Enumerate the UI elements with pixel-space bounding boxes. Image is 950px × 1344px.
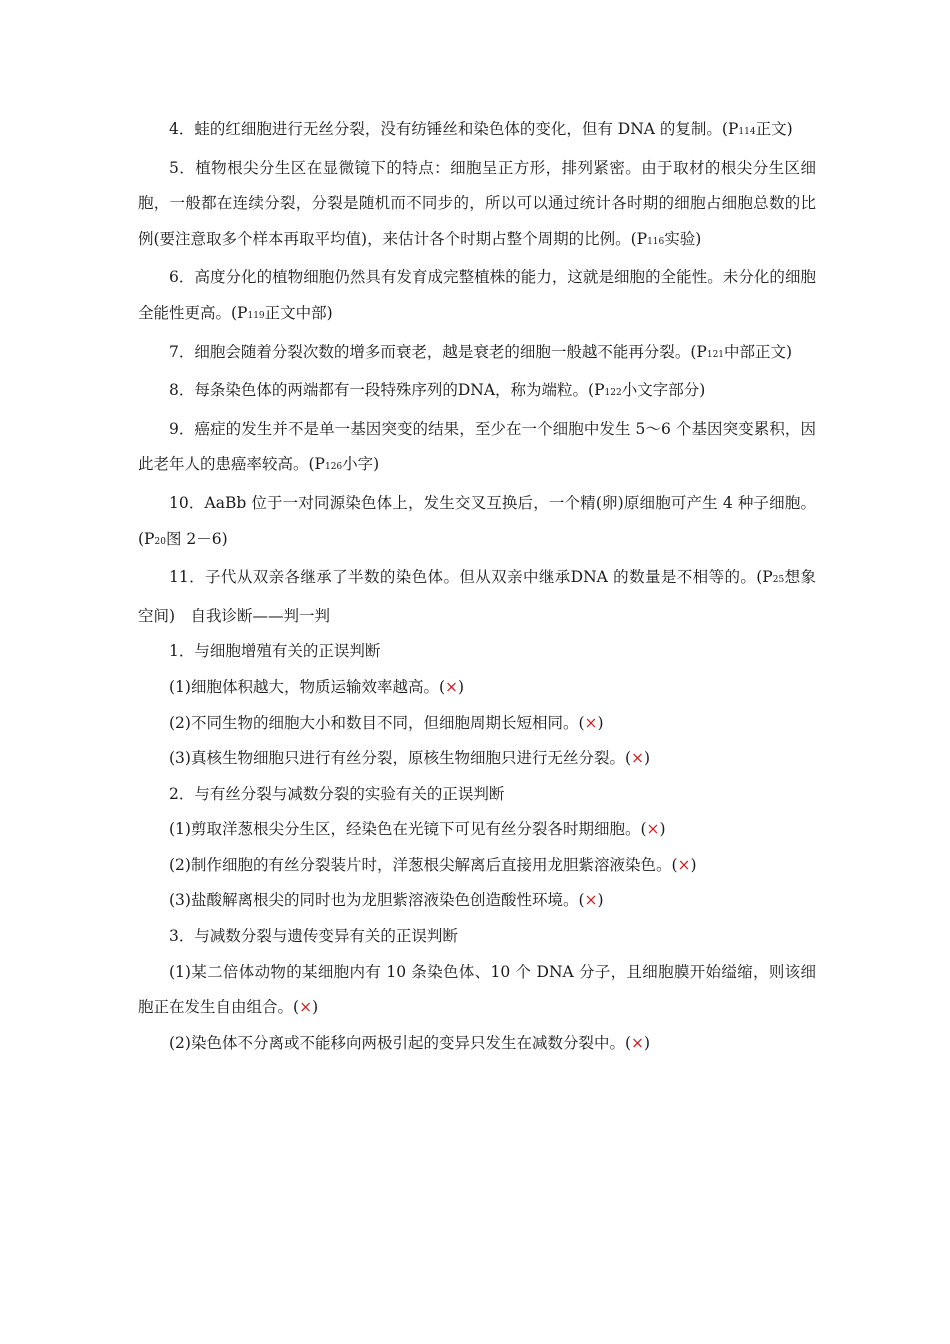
paragraph-text: 1．与细胞增殖有关的正误判断 bbox=[169, 642, 381, 661]
paragraph-text: 8．每条染色体的两端都有一段特殊序列的DNA，称为端粒。(P bbox=[169, 381, 605, 400]
paragraph bbox=[138, 777, 816, 813]
paragraph bbox=[138, 486, 816, 560]
page-reference-subscript: 119 bbox=[247, 310, 265, 321]
paragraph bbox=[138, 335, 816, 374]
paragraph-text: (2)不同生物的细胞大小和数目不同，但细胞周期长短相同。( bbox=[169, 713, 585, 732]
paragraph-text: 2．与有丝分裂与减数分裂的实验有关的正误判断 bbox=[169, 784, 505, 803]
wrong-mark-icon: × bbox=[631, 749, 645, 768]
paragraph-text: (1)剪取洋葱根尖分生区，经染色在光镜下可见有丝分裂各时期细胞。( bbox=[169, 820, 647, 839]
paragraph: (3)真核生物细胞只进行有丝分裂，原核生物细胞只进行无丝分裂。(×) bbox=[169, 749, 651, 768]
paragraph-text: 9．癌症的发生并不是单一基因突变的结果，至少在一个细胞中发生 5～6 个基因突变累积，因此老年人的患癌率较高。(P bbox=[138, 419, 816, 474]
paragraph-text: (3)真核生物细胞只进行有丝分裂，原核生物细胞只进行无丝分裂。( bbox=[169, 749, 632, 768]
paragraph-text: (3)盐酸解离根尖的同时也为龙胆紫溶液染色创造酸性环境。( bbox=[169, 891, 585, 910]
wrong-mark-icon: × bbox=[299, 998, 313, 1017]
paragraph-text: (1)细胞体积越大，物质运输效率越高。( bbox=[169, 677, 446, 696]
paragraph: (2)染色体不分离或不能移向两极引起的变异只发生在减数分裂中。(×) bbox=[169, 1033, 651, 1052]
wrong-mark-icon: × bbox=[584, 713, 598, 732]
page-reference-subscript: 114 bbox=[738, 127, 756, 137]
page-reference-subscript: 126 bbox=[324, 462, 343, 473]
paragraph: (1)细胞体积越大，物质运输效率越高。(×) bbox=[169, 677, 465, 696]
page-reference-subscript: 122 bbox=[604, 388, 622, 399]
paragraph bbox=[138, 919, 816, 955]
paragraph-tail-text: 实验) bbox=[664, 229, 702, 248]
paragraph: (2)制作细胞的有丝分裂装片时，洋葱根尖解离后直接用龙胆紫溶液染色。(×) bbox=[169, 855, 697, 874]
paragraph-tail-text: 正文) bbox=[755, 120, 793, 138]
paragraph-text: 11．子代从双亲各继承了半数的染色体。但从双亲中继承DNA 的数量是不相等的。(P bbox=[169, 568, 773, 587]
paragraph: (3)盐酸解离根尖的同时也为龙胆紫溶液染色创造酸性环境。(×) bbox=[169, 891, 604, 910]
wrong-mark-icon: × bbox=[445, 677, 459, 696]
wrong-mark-icon: × bbox=[584, 891, 598, 910]
paragraph-text: (2)制作细胞的有丝分裂装片时，洋葱根尖解离后直接用龙胆紫溶液染色。( bbox=[169, 855, 678, 874]
paragraph bbox=[138, 412, 816, 486]
paragraph: (1)剪取洋葱根尖分生区，经染色在光镜下可见有丝分裂各时期细胞。(×) bbox=[169, 820, 666, 839]
wrong-mark-icon: × bbox=[677, 855, 691, 874]
paragraph-tail-text: 小文字部分) bbox=[621, 381, 706, 400]
paragraph-tail-text: 小字) bbox=[342, 455, 380, 474]
paragraph-text: 10．AaBb 位于一对同源染色体上，发生交叉互换后，一个精(卵)原细胞可产生 4 种子细胞。(P bbox=[138, 493, 816, 548]
paragraph-text: 4．蛙的红细胞进行无丝分裂，没有纺锤丝和染色体的变化，但有 DNA 的复制。(P bbox=[169, 120, 739, 138]
paragraph-tail-text: 中部正文) bbox=[724, 342, 793, 361]
paragraph: (1)某二倍体动物的某细胞内有 10 条染色体、10 个 DNA 分子，且细胞膜开始缢缩，则该细胞正在发生自由组合。(×) bbox=[138, 962, 816, 1017]
page-reference-subscript: 20 bbox=[154, 536, 166, 547]
wrong-mark-icon: × bbox=[646, 820, 660, 839]
paragraph-tail-text: 正文中部) bbox=[264, 303, 333, 322]
paragraph bbox=[138, 112, 816, 151]
document-page bbox=[138, 112, 816, 1061]
paragraph bbox=[138, 260, 816, 334]
page-reference-subscript: 116 bbox=[647, 236, 665, 247]
page-reference-subscript: 25 bbox=[772, 575, 785, 586]
paragraph-tail-text: 图 2－6) bbox=[165, 529, 228, 548]
paragraph bbox=[138, 560, 816, 634]
paragraph-text: (2)染色体不分离或不能移向两极引起的变异只发生在减数分裂中。( bbox=[169, 1033, 632, 1052]
paragraph-text: 6．高度分化的植物细胞仍然具有发育成完整植株的能力，这就是细胞的全能性。未分化的细胞全能性更高。(P bbox=[138, 268, 816, 322]
paragraph bbox=[138, 151, 816, 261]
paragraph-text: (1)某二倍体动物的某细胞内有 10 条染色体、10 个 DNA 分子，且细胞膜开始缢缩，则该细胞正在发生自由组合。( bbox=[138, 962, 816, 1017]
paragraph-tail-text: 想象空间) 自我诊断——判一判 bbox=[138, 568, 816, 625]
paragraph-text: 5．植物根尖分生区在显微镜下的特点：细胞呈正方形，排列紧密。由于取材的根尖分生区细胞，一般都在连续分裂，分裂是随机而不同步的，所以可以通过统计各时期的细胞占细胞总数的比例(要注意取多个样本再取平均值)，来估计各个时期占整个周期的比例。(P bbox=[138, 158, 816, 248]
page-reference-subscript: 121 bbox=[706, 349, 725, 360]
paragraph bbox=[138, 634, 816, 670]
wrong-mark-icon: × bbox=[631, 1033, 645, 1052]
paragraph-text: 7．细胞会随着分裂次数的增多而衰老，越是衰老的细胞一般越不能再分裂。(P bbox=[169, 342, 707, 361]
paragraph bbox=[138, 373, 816, 412]
paragraph: (2)不同生物的细胞大小和数目不同，但细胞周期长短相同。(×) bbox=[169, 713, 604, 732]
paragraph-text: 3．与减数分裂与遗传变异有关的正误判断 bbox=[169, 927, 458, 946]
